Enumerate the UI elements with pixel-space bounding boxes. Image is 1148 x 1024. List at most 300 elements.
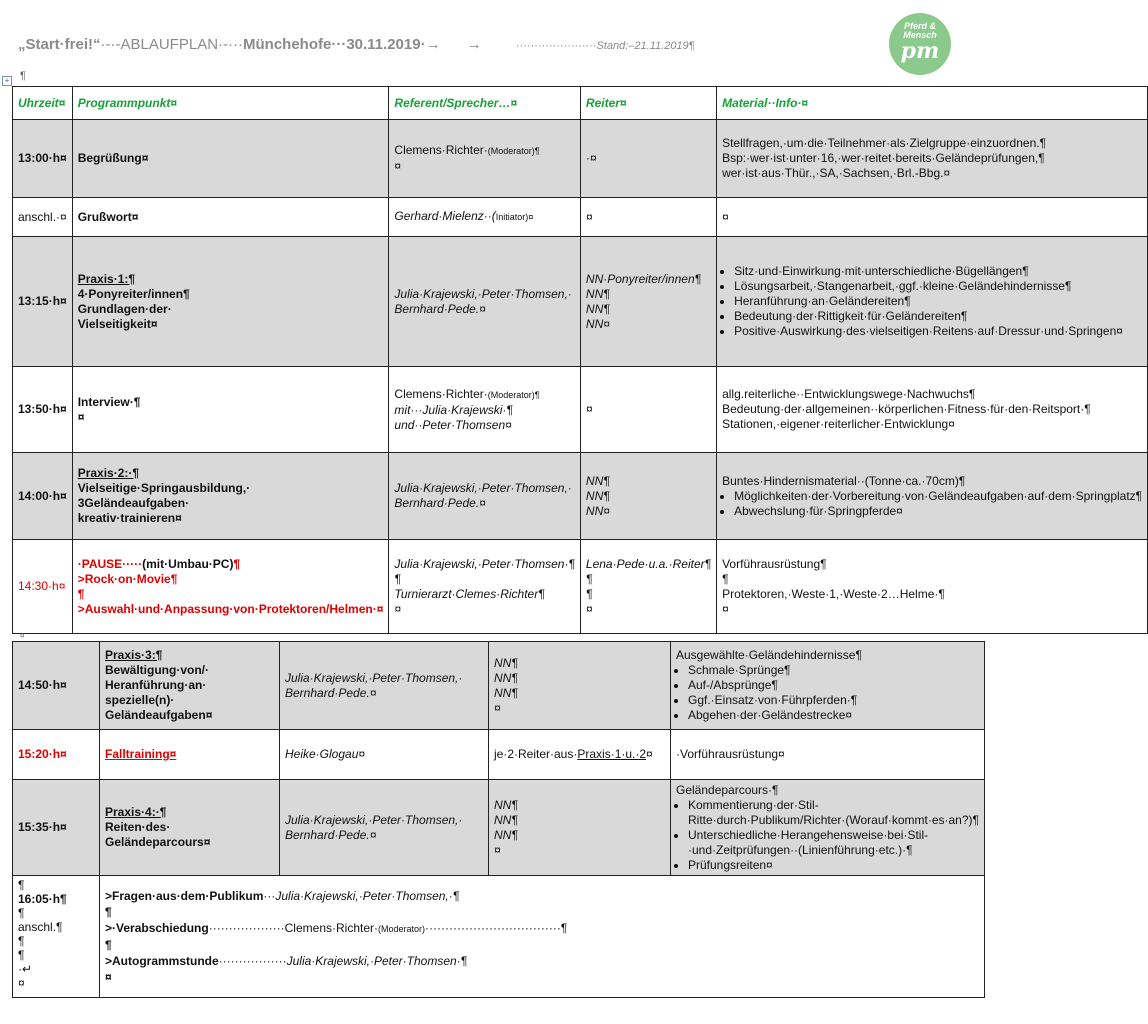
info-text: wer·ist·aus·Thür.,·SA,·Sachsen,·Brl.-Bbg.¤ [722, 166, 951, 180]
speaker-text: Heike·Glogau¤ [285, 747, 366, 761]
rider-text [586, 402, 711, 417]
speaker-text: Julia·Krajewski,·Peter·Thomsen,· [285, 812, 463, 827]
speaker-text: ¤ [394, 159, 402, 173]
time-cell [13, 367, 73, 453]
program-text: Bewältigung·von/· [105, 663, 209, 677]
rider-text: NN¶ [494, 655, 518, 670]
speaker-text: Bernhard·Pede.¤ [285, 827, 377, 842]
info-text [722, 417, 1142, 432]
program-cell [72, 367, 389, 453]
info-bullet-text: Positive·Auswirkung·des·vielseitigen·Reitens·auf·Dressur·und·Springen¤ [734, 324, 1123, 338]
rider-text [494, 686, 665, 701]
closing-line [105, 920, 979, 937]
time-text: 13:15·h¤ [18, 294, 67, 308]
speaker-name: Clemens·Richter· [394, 143, 488, 157]
program-line [78, 317, 384, 332]
closing-label: >Autogrammstunde [105, 954, 219, 968]
speaker-cell [389, 120, 581, 198]
program-cell [100, 730, 280, 780]
info-bullet-text: Lösungsarbeit,·Stangenarbeit,·ggf.·kleine·Geländehindernisse¶ [734, 279, 1072, 293]
para-mark: ¶ [233, 556, 241, 571]
program-line [105, 747, 274, 762]
program-text: Reiten·des· [105, 820, 171, 834]
info-text: ¤ [722, 209, 729, 224]
column-header [389, 87, 581, 120]
title-ablaufplan: ·-·-ABLAUFPLAN·-··· [100, 36, 244, 53]
title-start-frei: „Start·frei!“ [18, 36, 101, 53]
rider-text [494, 656, 665, 671]
para-mark: ¶ [77, 586, 85, 601]
rider-cell [580, 540, 716, 634]
stand-date: ······················Stand:–21.11.2019¶ [515, 40, 695, 52]
speaker-text: Julia·Krajewski,·Peter·Thomsen,· [285, 670, 463, 685]
time-text: ¶ [18, 948, 25, 962]
closing-row [13, 876, 985, 998]
speaker-text [394, 302, 575, 317]
time-text: anschl.·¤ [18, 209, 67, 224]
schedule-row [13, 198, 1148, 237]
rider-cell [489, 780, 671, 876]
speaker-cell [389, 237, 581, 367]
info-bullet-item [688, 828, 979, 858]
info-cell [717, 120, 1148, 198]
program-line [78, 287, 384, 302]
time-text: ¤ [18, 976, 25, 990]
rider-text: ·¤ [585, 151, 597, 165]
program-cell [100, 642, 280, 730]
program-text: kreativ·trainieren¤ [77, 511, 182, 525]
column-header-text: Material··Info·¤ [722, 95, 809, 110]
time-cell [13, 780, 100, 876]
rider-text [494, 798, 665, 813]
speaker-text [285, 747, 483, 762]
rider-text [586, 489, 711, 504]
time-text: anschl.¶ [18, 920, 63, 934]
speaker-line [394, 209, 575, 225]
time-text: 16:05·h¶ [18, 892, 67, 906]
rider-text: ¤ [494, 842, 501, 857]
time-cell [13, 540, 73, 634]
speaker-role: Initiator)¤ [495, 212, 534, 222]
info-bullet-list [676, 663, 979, 723]
rider-text: ¤ [494, 700, 501, 715]
protektoren-text: >Auswahl·und·Anpassung·von·Protektoren/Helmen·¤ [77, 601, 384, 616]
speaker-text: Julia·Krajewski,·Peter·Thomsen,· [394, 481, 572, 495]
info-bullet-list [722, 264, 1142, 339]
closing-label: ¤ [105, 970, 112, 984]
time-text: 13:50·h¤ [18, 402, 67, 416]
rider-text: NN·Ponyreiter/innen¶ [585, 271, 702, 286]
program-line [78, 511, 384, 526]
speaker-cell [280, 780, 489, 876]
speaker-text: mit···Julia·Krajewski·¶ [394, 402, 513, 417]
info-cell [671, 642, 985, 730]
rider-text [494, 701, 665, 716]
schedule-row [13, 780, 985, 876]
table-header-row [13, 87, 1148, 120]
time-text: ·↵ [18, 962, 33, 976]
program-text: Praxis·2:·¶ [77, 466, 140, 480]
time-text: ¶ [18, 934, 25, 948]
closing-content-cell [100, 876, 985, 998]
time-cell [13, 237, 73, 367]
rider-text [586, 557, 711, 572]
program-line [105, 693, 274, 708]
program-text: Geländeaufgaben¤ [105, 708, 213, 722]
rider-text: ¤ [585, 209, 593, 224]
column-header-text: Programmpunkt¤ [77, 95, 178, 110]
program-line [78, 410, 384, 425]
pferd-mensch-logo: Pferd & Mensch pm [889, 13, 951, 75]
info-text [722, 166, 1142, 181]
info-bullet-item [688, 693, 979, 708]
column-header-text: Uhrzeit¤ [18, 95, 66, 110]
time-text: ¶ [18, 878, 25, 892]
info-bullet-item [688, 858, 979, 873]
info-cell [671, 730, 985, 780]
program-text: Geländeparcours¤ [105, 835, 211, 849]
speaker-text [394, 602, 575, 617]
closing-line [105, 904, 979, 920]
info-bullet-item [688, 663, 979, 678]
program-cell [72, 540, 389, 634]
rider-text [586, 287, 711, 302]
program-text: 4·Ponyreiter/innen¶ [77, 286, 190, 301]
rider-text: NN¶ [585, 286, 610, 301]
program-line [78, 481, 384, 496]
speaker-cell [389, 453, 581, 540]
info-bullet-item [688, 678, 979, 693]
rider-text: Lena·Pede·u.a.·Reiter¶ [585, 556, 712, 571]
time-line [18, 976, 94, 990]
program-line [78, 496, 384, 511]
rider-text [586, 602, 711, 617]
closing-line [105, 969, 979, 985]
speaker-cell [389, 540, 581, 634]
program-line [78, 587, 384, 602]
rider-cell [489, 642, 671, 730]
rider-text: NN¶ [585, 473, 610, 488]
info-cell [717, 237, 1148, 367]
schedule-table-2 [12, 641, 985, 998]
info-bullet-list [676, 798, 979, 873]
program-cell [72, 120, 389, 198]
rider-text: NN¤ [585, 316, 610, 331]
schedule-table-1 [12, 86, 1148, 634]
rider-text [586, 504, 711, 519]
speaker-text: ¤ [394, 601, 402, 616]
program-text: Grußwort¤ [77, 209, 139, 224]
speaker-cell [389, 198, 581, 237]
closing-line [105, 937, 979, 953]
program-line [78, 395, 384, 410]
schedule-row [13, 540, 1148, 634]
program-line [105, 708, 274, 723]
info-bullet-text: Heranführung·an·Geländereiten¶ [734, 294, 911, 308]
info-text: ¤ [722, 601, 729, 616]
info-text [722, 387, 1142, 402]
program-line [78, 557, 384, 572]
rider-text [586, 317, 711, 332]
speaker-text [394, 481, 575, 496]
rider-text [494, 828, 665, 843]
table-move-handle-icon[interactable]: + [2, 76, 12, 86]
info-line [722, 474, 1142, 489]
rider-text: ¤ [585, 402, 593, 416]
schedule-row [13, 730, 985, 780]
closing-label: ¶ [105, 905, 112, 919]
column-header-text: Reiter¤ [585, 95, 627, 110]
closing-label: >·Verabschiedung [105, 921, 209, 935]
program-cell [72, 237, 389, 367]
rider-cell [580, 367, 716, 453]
info-bullet-text: Abwechslung·für·Springpferde¤ [734, 503, 903, 518]
program-line [78, 572, 384, 587]
program-line [105, 820, 274, 835]
closing-line [105, 888, 979, 904]
schedule-row [13, 642, 985, 730]
info-text: Bsp:·wer·ist·unter·16,·wer·reitet·bereits·Geländeprüfungen,¶ [722, 151, 1045, 165]
rider-text [586, 210, 711, 225]
rider-cell [580, 237, 716, 367]
info-bullet-text: Auf-/Absprünge¶ [688, 678, 778, 692]
between-table-mark: ¤ [20, 631, 25, 640]
info-cell [671, 780, 985, 876]
time-text: 15:20·h¤ [18, 747, 67, 761]
time-cell [13, 642, 100, 730]
column-header [72, 87, 389, 120]
rider-text: ¶ [585, 571, 593, 586]
speaker-line [394, 418, 575, 433]
program-text: Falltraining¤ [105, 747, 177, 761]
speaker-cell [280, 642, 489, 730]
column-header [13, 87, 73, 120]
time-line [18, 920, 94, 934]
speaker-text: Bernhard·Pede.¤ [285, 685, 377, 700]
info-bullet-text: Bedeutung·der·Rittigkeit·für·Geländereiten¶ [734, 309, 968, 323]
speaker-text [394, 287, 575, 302]
program-text: Praxis·3:¶ [105, 648, 163, 662]
tab-arrow: → [466, 36, 482, 53]
speaker-name: Clemens·Richter· [394, 386, 488, 401]
info-bullet-text: Schmale·Sprünge¶ [688, 663, 791, 677]
program-line [105, 835, 274, 850]
program-line [78, 466, 384, 481]
rider-text: NN¶ [585, 488, 610, 503]
time-cell [13, 876, 100, 998]
program-line [105, 648, 274, 663]
program-text: Praxis·4:·¶ [105, 805, 167, 819]
info-cell [717, 198, 1148, 237]
info-text [722, 557, 1142, 572]
rock-on-movie-text: >Rock·on·Movie¶ [77, 571, 178, 586]
paragraph-mark: ¶ [20, 70, 26, 82]
program-text: Vielseitigkeit¤ [77, 316, 158, 331]
time-line [18, 892, 94, 906]
program-text: spezielle(n)· [105, 693, 175, 707]
speaker-text [285, 671, 483, 686]
rider-line [494, 747, 665, 762]
time-cell [13, 120, 73, 198]
info-text [722, 572, 1142, 587]
rider-text [494, 843, 665, 858]
info-line [676, 648, 979, 663]
program-text: Heranführung·an· [105, 678, 207, 692]
rider-cell [489, 730, 671, 780]
speaker-line [394, 387, 575, 403]
speaker-text: Julia·Krajewski,·Peter·Thomsen,· [394, 286, 572, 301]
time-line [18, 878, 94, 892]
speaker-text [394, 572, 575, 587]
info-line [676, 783, 979, 798]
speaker-text: und··Peter·Thomsen¤ [394, 417, 512, 432]
time-text: 14:30·h¤ [18, 579, 66, 593]
rider-text: NN¶ [494, 685, 518, 700]
program-text: Interview·¶ [77, 394, 141, 409]
speaker-role: (Moderator)¶ [487, 146, 540, 156]
info-text: Stationen,·eigener·reiterlicher·Entwicklung¤ [722, 417, 955, 431]
speaker-role: (Moderator)¶ [487, 389, 540, 400]
speaker-text [394, 587, 575, 602]
time-line [18, 962, 94, 976]
speaker-line [394, 143, 575, 159]
info-text [722, 402, 1142, 417]
speaker-cell [280, 730, 489, 780]
rider-text [586, 474, 711, 489]
time-line [18, 948, 94, 962]
info-text: Vorführausrüstung¶ [722, 556, 827, 571]
program-cell [72, 453, 389, 540]
speaker-text [285, 813, 483, 828]
info-intro: Ausgewählte·Geländehindernisse¶ [676, 648, 862, 662]
rider-text [586, 572, 711, 587]
speaker-text [394, 496, 575, 511]
info-text: Stellfragen,·um·die·Teilnehmer·als·Zielgruppe·einzuordnen.¶ [722, 136, 1047, 150]
program-line [78, 272, 384, 287]
schedule-row [13, 453, 1148, 540]
closing-text: Clemens·Richter· [284, 921, 378, 935]
info-bullet-item [734, 294, 1142, 309]
info-text [722, 136, 1142, 151]
info-bullet-item [734, 264, 1142, 279]
dot-leader: ··· [263, 889, 276, 903]
document-title [18, 36, 695, 53]
speaker-text: Bernhard·Pede.¤ [394, 301, 486, 316]
speaker-text: Julia·Krajewski,·Peter·Thomsen·¶ [394, 556, 575, 571]
info-bullet-text: Abgehen·der·Geländestrecke¤ [688, 708, 853, 722]
dot-leader: ··················· [208, 921, 285, 935]
rider-text [586, 302, 711, 317]
schedule-row [13, 367, 1148, 453]
rider-text: Praxis·1·u.·2 [577, 747, 647, 761]
info-bullet-text: Sitz·und·Einwirkung·mit·unterschiedliche·Bügellängen¶ [734, 264, 1029, 278]
program-line [105, 678, 274, 693]
rider-text: ¤ [646, 747, 653, 761]
speaker-text: ¶ [394, 571, 401, 586]
rider-cell [580, 453, 716, 540]
info-bullet-item [734, 309, 1142, 324]
program-line [78, 302, 384, 317]
info-intro: Buntes·Hindernismaterial··(Tonne·ca.·70cm)¶ [722, 473, 966, 488]
rider-text [586, 151, 711, 166]
rider-text: ¤ [585, 601, 593, 616]
program-text: 3Geländeaufgaben· [77, 496, 190, 510]
dot-leader: ················· [218, 954, 287, 968]
program-line [105, 663, 274, 678]
info-intro: Geländeparcours·¶ [676, 782, 779, 797]
program-cell [72, 198, 389, 237]
rider-text: NN¶ [494, 670, 518, 685]
speaker-text [285, 686, 483, 701]
program-text: Begrüßung¤ [77, 151, 149, 165]
schedule-row [13, 120, 1148, 198]
speaker-name: Gerhard·Mielenz··( [394, 209, 496, 223]
info-bullet-item [688, 708, 979, 723]
column-header-text: Referent/Sprecher…¤ [394, 95, 518, 110]
dot-leader: ··································¶ [425, 921, 568, 935]
pause-note: (mit·Umbau·PC) [142, 556, 234, 571]
time-cell [13, 198, 73, 237]
rider-text [586, 272, 711, 287]
closing-label: ¶ [105, 938, 112, 952]
info-text [722, 587, 1142, 602]
info-bullet-item [734, 504, 1142, 519]
info-text: Bedeutung·der·allgemeinen··körperlichen·Fitness·für·den·Reitsport·¶ [722, 402, 1091, 416]
program-line [105, 805, 274, 820]
time-text: 14:50·h¤ [18, 678, 67, 692]
info-cell [717, 367, 1148, 453]
time-cell [13, 453, 73, 540]
info-text: ·Vorführausrüstung¤ [676, 747, 785, 761]
rider-text: NN¶ [494, 827, 518, 842]
program-line [78, 151, 384, 166]
title-place-date: Münchehofe···30.11.2019·→ [243, 36, 441, 53]
time-line [18, 906, 94, 920]
time-line [18, 934, 94, 948]
rider-cell [580, 120, 716, 198]
schedule-row [13, 237, 1148, 367]
info-bullet-item [734, 489, 1142, 504]
info-text: ¶ [722, 571, 729, 586]
closing-label: >Fragen·aus·dem·Publikum [105, 889, 264, 903]
speaker-cell [389, 367, 581, 453]
info-text [722, 210, 1142, 225]
info-cell [717, 453, 1148, 540]
info-bullet-item [734, 324, 1142, 339]
closing-role: (Moderator) [378, 924, 426, 934]
info-bullet-item [734, 279, 1142, 294]
program-text: Praxis·1:¶ [77, 271, 136, 286]
info-cell [717, 540, 1148, 634]
program-line [78, 602, 384, 617]
rider-text: NN¶ [494, 797, 518, 812]
rider-text: ¶ [585, 586, 593, 601]
info-text [722, 151, 1142, 166]
column-header [717, 87, 1148, 120]
info-bullet-text: Ggf.·Einsatz·von·Führpferden·¶ [688, 693, 858, 707]
rider-text [586, 587, 711, 602]
speaker-text [285, 828, 483, 843]
program-text: Grundlagen·der· [77, 301, 172, 316]
rider-text: NN¶ [494, 812, 518, 827]
info-text: allg.reiterliche··Entwicklungswege·Nachwuchs¶ [722, 387, 976, 401]
rider-text: NN¤ [585, 503, 610, 518]
closing-text: Julia·Krajewski,·Peter·Thomsen,·¶ [275, 889, 460, 903]
info-bullet-text: Kommentierung·der·Stil-Ritte·durch·Publikum/Richter·(Worauf·kommt·es·an?)¶ [688, 797, 979, 827]
info-bullet-text: Prüfungsreiten¤ [688, 857, 773, 872]
info-bullet-text: Unterschiedliche·Herangehensweise·bei·Stil-·und·Zeitprüfungen··(Linienführung·etc.)·¶ [688, 827, 929, 857]
rider-text: je·2·Reiter·aus· [494, 747, 578, 761]
